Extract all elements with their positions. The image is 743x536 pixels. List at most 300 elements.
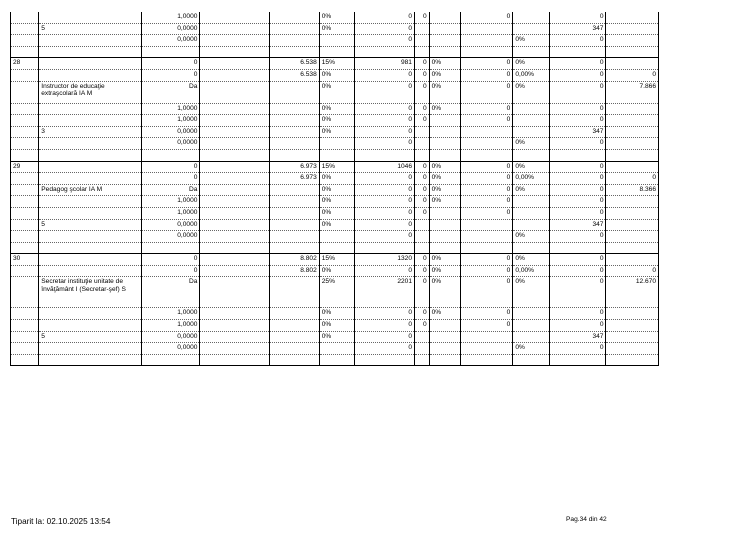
table-cell: 29 [11,161,39,173]
table-cell: 2201 [355,277,415,308]
table-cell: 0% [513,138,550,150]
table-cell: 0% [429,81,460,103]
table-cell: 347 [549,219,606,231]
table-cell: 0 [461,320,513,332]
table-cell: 0% [513,161,550,173]
table-cell: 0% [319,308,355,320]
table-cell: 15% [319,254,355,266]
table-cell [461,35,513,47]
table-cell [269,320,319,332]
table-cell [319,138,355,150]
table-cell [269,184,319,196]
table-cell: 0% [429,173,460,185]
table-cell: 0 [549,58,606,70]
table-cell: 0% [429,277,460,308]
table-cell: 0% [513,343,550,355]
table-cell: 0% [513,254,550,266]
table-cell: 0 [549,196,606,208]
table-cell [39,103,142,115]
table-cell [606,331,659,343]
table-row [11,23,659,35]
table-cell: 0 [355,231,415,243]
table-cell [429,207,460,219]
table-cell: 0 [549,81,606,103]
table-cell: 0 [355,173,415,185]
table-cell [513,12,550,23]
table-cell [513,354,550,366]
salary-table [10,12,659,366]
print-timestamp: Tiparit la: 02.10.2025 13:54 [11,517,111,526]
table-cell: 0% [513,81,550,103]
table-cell [39,231,142,243]
table-cell: 347 [549,331,606,343]
table-cell [606,219,659,231]
table-cell [461,331,513,343]
table-cell [461,149,513,161]
table-cell [606,149,659,161]
table-cell: 1046 [355,161,415,173]
table-cell [200,23,269,35]
table-cell [429,23,460,35]
table-cell [606,12,659,23]
table-separator-row [11,149,659,161]
table-cell [513,103,550,115]
table-cell: 12.670 [606,277,659,308]
table-cell [11,149,39,161]
table-cell: 0,00% [513,265,550,277]
table-cell [39,254,142,266]
table-cell [11,207,39,219]
table-cell [606,161,659,173]
table-cell: 0% [429,69,460,81]
table-cell [269,277,319,308]
table-cell [39,138,142,150]
table-cell: 0 [355,320,415,332]
table-cell [141,242,200,254]
table-cell [269,46,319,58]
table-row [11,138,659,150]
table-cell: 6.973 [269,161,319,173]
table-cell [269,207,319,219]
table-cell: 0 [414,161,429,173]
table-cell: 0% [513,184,550,196]
table-cell [269,126,319,138]
table-cell: 0% [429,308,460,320]
table-cell [414,35,429,47]
table-cell: 0 [549,308,606,320]
table-cell [414,242,429,254]
table-cell: 0 [606,265,659,277]
table-cell [429,231,460,243]
table-cell [200,354,269,366]
table-cell [606,23,659,35]
table-cell: 0,0000 [141,343,200,355]
table-cell [513,46,550,58]
table-cell [200,265,269,277]
table-cell: 0% [319,12,355,23]
table-cell [513,149,550,161]
table-cell: 0,0000 [141,231,200,243]
table-cell: 6.538 [269,69,319,81]
table-cell: 0% [513,277,550,308]
table-row [11,265,659,277]
table-cell [414,331,429,343]
table-cell: 0% [319,173,355,185]
table-cell [606,103,659,115]
table-cell: 0 [355,12,415,23]
table-cell [606,138,659,150]
table-row [11,126,659,138]
table-cell [141,149,200,161]
table-cell [200,149,269,161]
table-cell [200,320,269,332]
table-cell: 0% [429,103,460,115]
table-cell [606,308,659,320]
table-cell: 0 [355,308,415,320]
table-cell [200,331,269,343]
table-cell [269,308,319,320]
table-cell [39,46,142,58]
table-cell: 0% [319,103,355,115]
table-row [11,254,659,266]
table-cell: 981 [355,58,415,70]
table-cell: Da [141,81,200,103]
table-cell: 0 [355,126,415,138]
table-cell [429,35,460,47]
table-cell [513,320,550,332]
table-cell [200,138,269,150]
table-cell [429,343,460,355]
table-cell [549,149,606,161]
table-cell [11,231,39,243]
table-cell [11,242,39,254]
table-row [11,184,659,196]
table-cell: 0 [549,254,606,266]
table-cell [200,343,269,355]
table-cell [269,354,319,366]
table-cell [39,196,142,208]
table-row [11,308,659,320]
table-cell: 0 [141,58,200,70]
table-cell [200,196,269,208]
table-cell: 8.802 [269,254,319,266]
table-row [11,196,659,208]
table-cell: 0 [414,12,429,23]
table-cell [549,354,606,366]
table-cell: 0% [319,184,355,196]
table-cell: 0 [461,161,513,173]
table-cell [549,242,606,254]
table-row [11,207,659,219]
table-cell: 5 [39,331,142,343]
table-cell [200,126,269,138]
table-cell [319,343,355,355]
table-cell [461,231,513,243]
table-cell: 0,00% [513,173,550,185]
table-cell: 347 [549,23,606,35]
table-cell [355,46,415,58]
table-cell [11,219,39,231]
table-cell [355,242,415,254]
table-cell: 0 [461,115,513,127]
table-cell: 0 [141,161,200,173]
table-cell: 0 [355,196,415,208]
table-cell: 5 [39,219,142,231]
table-cell: 1,0000 [141,207,200,219]
table-cell [269,23,319,35]
table-cell [200,277,269,308]
table-cell: 0 [549,103,606,115]
table-cell [414,354,429,366]
table-cell [200,103,269,115]
table-cell: 0 [461,173,513,185]
table-cell [414,343,429,355]
table-separator-row [11,242,659,254]
table-cell: 0 [414,265,429,277]
table-cell [606,343,659,355]
table-cell [606,35,659,47]
table-cell [200,308,269,320]
table-cell: 0 [414,207,429,219]
table-cell: 0,0000 [141,35,200,47]
table-cell [11,343,39,355]
table-cell: 0% [429,161,460,173]
table-cell [606,207,659,219]
table-cell: Da [141,277,200,308]
table-cell: 0,00% [513,69,550,81]
table-cell: 0 [355,265,415,277]
table-cell [319,231,355,243]
table-cell: 0 [549,184,606,196]
table-cell: 0,0000 [141,219,200,231]
table-cell [355,354,415,366]
table-cell [39,115,142,127]
table-cell [200,254,269,266]
table-cell: 0 [414,69,429,81]
table-cell: 0 [414,320,429,332]
table-cell [39,149,142,161]
table-cell [269,343,319,355]
table-cell [606,242,659,254]
table-cell [11,126,39,138]
table-cell [200,207,269,219]
table-cell [39,173,142,185]
table-cell: 25% [319,277,355,308]
table-cell [39,265,142,277]
table-cell [606,354,659,366]
table-cell [606,196,659,208]
table-cell [11,331,39,343]
table-cell [513,196,550,208]
table-cell: 8.802 [269,265,319,277]
table-cell: 0 [414,277,429,308]
table-cell [429,354,460,366]
table-cell [429,126,460,138]
table-cell: 0% [429,254,460,266]
table-cell [429,12,460,23]
table-cell [319,149,355,161]
table-cell [39,207,142,219]
table-cell [319,354,355,366]
table-cell: 0 [461,58,513,70]
table-cell: 0 [549,231,606,243]
table-row [11,320,659,332]
table-cell: 347 [549,126,606,138]
table-cell: 0,0000 [141,138,200,150]
table-cell: 6.538 [269,58,319,70]
table-cell [200,46,269,58]
table-cell: 30 [11,254,39,266]
table-cell: 0 [414,196,429,208]
table-cell: 0 [141,69,200,81]
table-cell [11,308,39,320]
table-cell: 0 [606,173,659,185]
table-cell [461,138,513,150]
table-cell [414,219,429,231]
table-cell: 0 [461,184,513,196]
table-cell: 0% [319,115,355,127]
table-cell: 1,0000 [141,115,200,127]
table-cell [513,219,550,231]
table-row [11,12,659,23]
table-cell [200,115,269,127]
table-cell: 0% [429,184,460,196]
table-cell [414,231,429,243]
table-cell [549,46,606,58]
table-cell [461,242,513,254]
table-cell: 0 [355,331,415,343]
table-cell [39,343,142,355]
table-cell [319,242,355,254]
table-cell [606,254,659,266]
table-cell: 0% [513,35,550,47]
table-cell [429,331,460,343]
table-cell: 0 [549,12,606,23]
table-separator-row [11,46,659,58]
table-cell [11,35,39,47]
table-cell: 0 [461,265,513,277]
table-cell [429,138,460,150]
table-cell [606,58,659,70]
table-cell [269,196,319,208]
table-cell: 6.973 [269,173,319,185]
table-row [11,231,659,243]
table-cell: 0 [355,35,415,47]
table-cell: Pedagog şcolar IA M [39,184,142,196]
table-cell [269,242,319,254]
table-cell: 0% [429,265,460,277]
table-cell: 0 [549,161,606,173]
table-cell: 1,0000 [141,103,200,115]
table-cell [461,46,513,58]
table-cell: Secretar instituţie unitate de învăţământ I (Secretar-şef) S [39,277,142,308]
table-cell: 1,0000 [141,308,200,320]
table-cell [461,126,513,138]
table-cell: 3 [39,126,142,138]
table-cell [513,23,550,35]
table-cell [606,320,659,332]
table-cell [269,103,319,115]
table-cell: 0 [414,173,429,185]
table-cell [513,207,550,219]
table-cell: 0 [461,277,513,308]
table-cell [11,354,39,366]
table-row [11,115,659,127]
table-cell [269,231,319,243]
table-cell [269,331,319,343]
table-cell [269,219,319,231]
table-cell [269,115,319,127]
table-cell [414,138,429,150]
table-cell [414,46,429,58]
table-cell [461,23,513,35]
table-cell: 5 [39,23,142,35]
table-cell: 0% [319,320,355,332]
table-cell: 0 [355,138,415,150]
table-cell [606,115,659,127]
table-cell [513,331,550,343]
table-cell: 0 [355,207,415,219]
table-cell [39,320,142,332]
table-row [11,173,659,185]
table-cell [11,196,39,208]
table-cell [414,23,429,35]
table-cell: 0 [461,81,513,103]
table-cell [606,46,659,58]
table-cell [513,126,550,138]
table-cell: 0 [414,254,429,266]
table-cell: Instructor de educaţie extraşcolară IA M [39,81,142,103]
table-cell: 0 [141,254,200,266]
table-cell [39,35,142,47]
table-cell: 28 [11,58,39,70]
table-cell: 0 [461,103,513,115]
table-row [11,161,659,173]
table-cell [429,242,460,254]
table-cell [11,265,39,277]
table-cell [200,231,269,243]
table-cell: 0% [429,58,460,70]
table-cell: 0 [355,343,415,355]
table-cell [461,219,513,231]
table-cell: 0 [549,265,606,277]
table-cell: 0% [319,207,355,219]
table-cell [11,12,39,23]
table-cell [39,58,142,70]
table-cell [11,184,39,196]
table-row [11,343,659,355]
table-separator-row [11,354,659,366]
table-cell: 0,0000 [141,23,200,35]
table-cell [414,126,429,138]
table-cell: 0 [414,81,429,103]
table-cell: 0% [319,126,355,138]
table-cell [461,343,513,355]
table-cell: 0% [319,196,355,208]
table-cell: 7.866 [606,81,659,103]
table-cell: 0 [549,320,606,332]
table-cell: 0 [549,69,606,81]
table-cell [513,242,550,254]
table-cell: 0 [606,69,659,81]
table-cell [429,320,460,332]
table-cell [11,69,39,81]
table-cell [39,12,142,23]
table-cell [200,219,269,231]
table-cell [39,242,142,254]
table-cell: 0% [319,219,355,231]
table-cell: 0 [414,308,429,320]
